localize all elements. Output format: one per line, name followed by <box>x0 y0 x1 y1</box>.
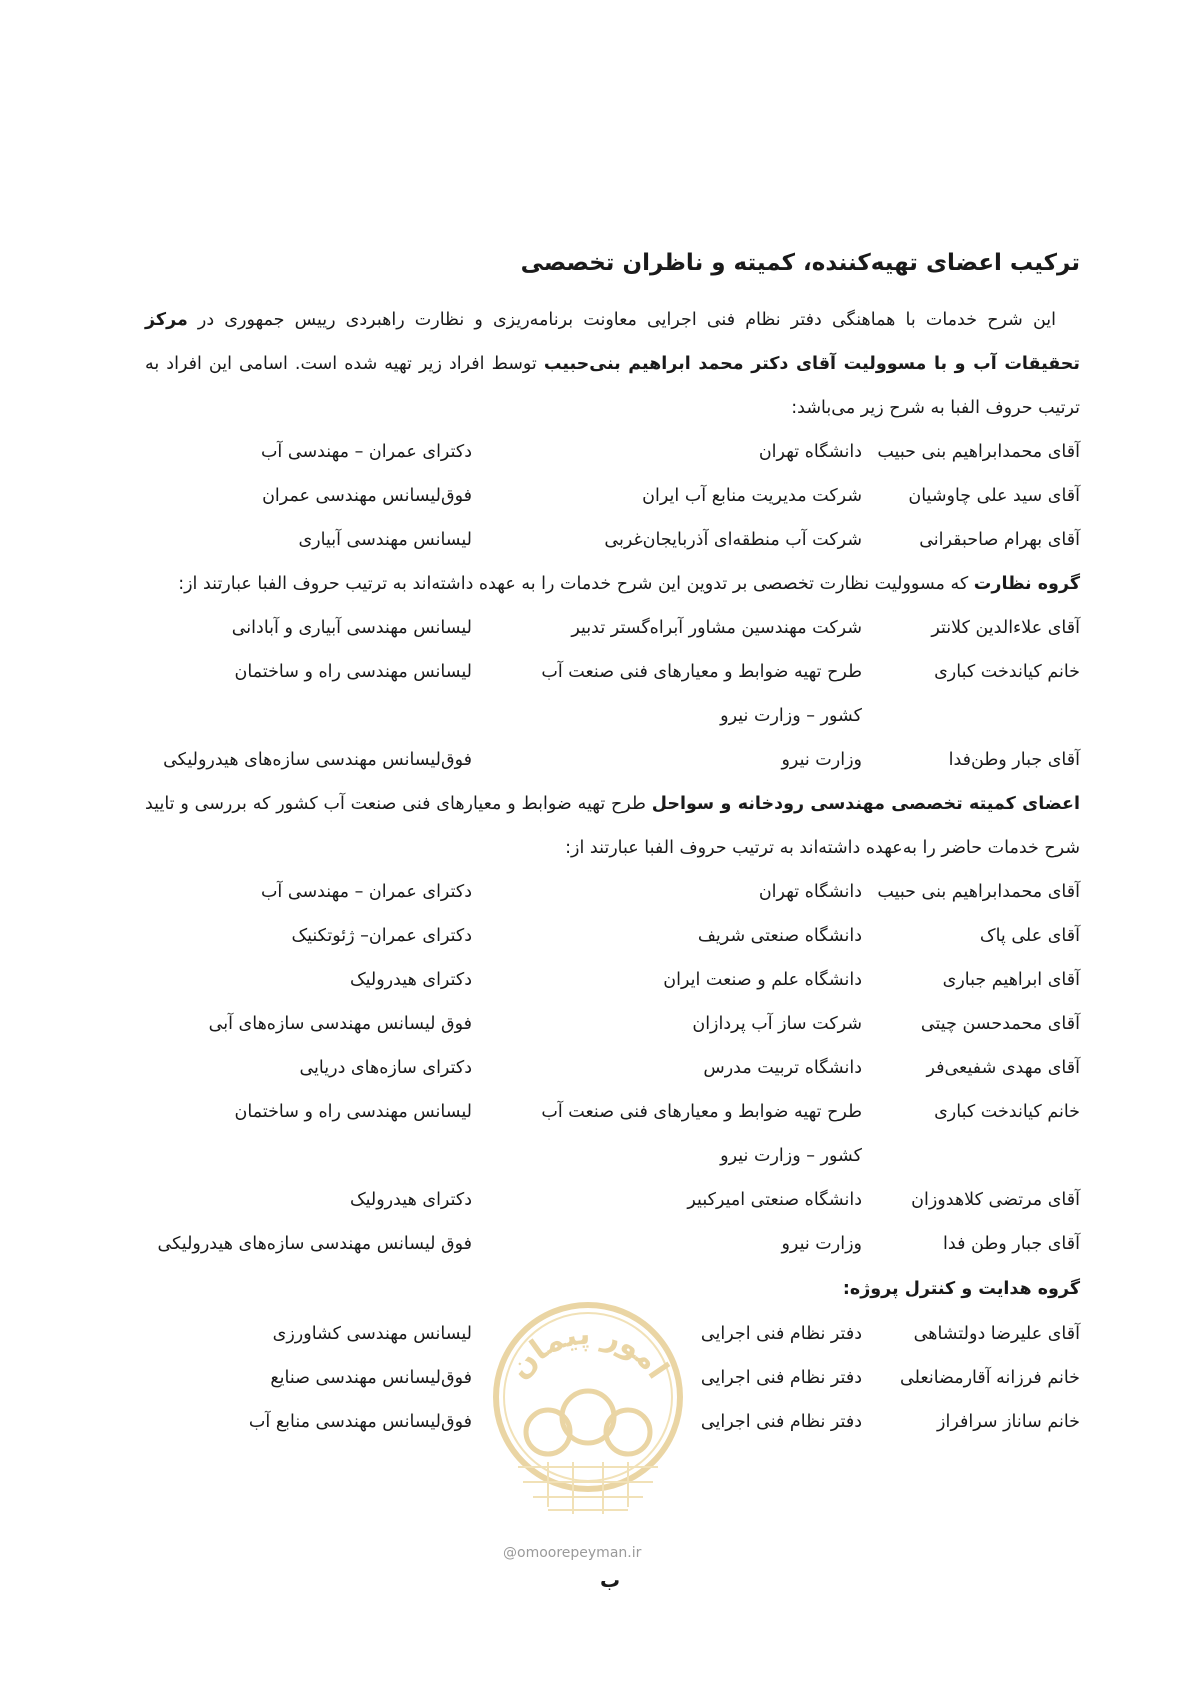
member-degree: دکترای عمران – مهندسی آب <box>260 882 472 902</box>
intro-text-2: توسط افراد زیر تهیه شده است. اسامی این افراد به ترتیب حروف الفبا به شرح زیر می‌باشد: <box>145 354 1080 418</box>
member-degree: لیسانس مهندسی آبیاری و آبادانی <box>231 618 472 638</box>
member-org: دفتر نظام فنی اجرایی <box>700 1324 862 1344</box>
member-degree: فوق‌لیسانس مهندسی منابع آب <box>248 1412 472 1432</box>
watermark-logo-text: امور پیمان <box>501 1316 676 1386</box>
member-name: خانم کیاندخت کباری <box>934 662 1080 682</box>
member-name: آقای ابراهیم جباری <box>942 970 1080 990</box>
page-title: ترکیب اعضای تهیه‌کننده، کمیته و ناظران تخصصی <box>520 250 1080 276</box>
member-org: دانشگاه صنعتی شریف <box>697 926 862 946</box>
member-org: دفتر نظام فنی اجرایی <box>700 1368 862 1388</box>
member-org: دفتر نظام فنی اجرایی <box>700 1412 862 1432</box>
list-item <box>145 870 1080 914</box>
member-org-continued: کشور – وزارت نیرو <box>720 706 862 726</box>
list-item <box>145 430 1080 474</box>
document-content <box>145 246 1080 1444</box>
member-degree: دکترای هیدرولیک <box>349 970 472 990</box>
member-org: شرکت مدیریت منابع آب ایران <box>642 486 862 506</box>
member-org-block <box>472 1090 862 1178</box>
list-item <box>145 474 1080 518</box>
member-name: آقای علی پاک <box>979 926 1080 946</box>
member-degree: فوق‌لیسانس مهندسی سازه‌های هیدرولیکی <box>163 750 472 770</box>
watermark-url: @omoorepeyman.ir <box>503 1545 642 1561</box>
supervision-bold: گروه نظارت <box>973 574 1080 594</box>
member-name: آقای محمدحسن چیتی <box>920 1014 1080 1034</box>
member-name: آقای مرتضی کلاهدوزان <box>911 1190 1080 1210</box>
member-org: شرکت ساز آب پردازان <box>692 1014 862 1034</box>
member-org: وزارت نیرو <box>781 1234 862 1254</box>
committee-text: طرح تهیه ضوابط و معیارهای فنی صنعت آب کشور که بررسی و تایید شرح خدمات حاضر را به‌عهده داشته‌اند به ترتیب حروف الفبا عبارتند از: <box>145 794 1080 858</box>
member-org: طرح تهیه ضوابط و معیارهای فنی صنعت آب <box>541 662 862 682</box>
intro-text-1: این شرح خدمات با هماهنگی دفتر نظام فنی اجرایی معاونت برنامه‌ریزی و نظارت راهبردی رییس جمهوری در <box>187 310 1056 330</box>
list-item <box>145 914 1080 958</box>
supervision-intro <box>145 562 1080 606</box>
member-name: خانم فرزانه آقارمضانعلی <box>900 1368 1080 1388</box>
member-name: آقای جبار وطن‌فدا <box>948 750 1080 770</box>
member-degree: لیسانس مهندسی آبیاری <box>298 530 472 550</box>
member-degree: دکترای سازه‌های دریایی <box>299 1058 472 1078</box>
member-org: دانشگاه تهران <box>758 882 862 902</box>
list-item <box>145 1178 1080 1222</box>
member-name: خانم کیاندخت کباری <box>934 1102 1080 1122</box>
member-org: دانشگاه تهران <box>758 442 862 462</box>
list-item <box>145 1046 1080 1090</box>
list-item <box>145 1002 1080 1046</box>
list-item <box>145 1090 1080 1178</box>
member-degree: لیسانس مهندسی کشاورزی <box>272 1324 472 1344</box>
member-org: شرکت آب منطقه‌ای آذربایجان‌غربی <box>604 530 862 550</box>
member-degree: دکترای عمران – مهندسی آب <box>260 442 472 462</box>
committee-list <box>145 870 1080 1266</box>
member-org-continued: کشور – وزارت نیرو <box>720 1146 862 1166</box>
member-degree: فوق‌لیسانس مهندسی صنایع <box>270 1368 472 1388</box>
member-name: خانم ساناز سرافراز <box>937 1412 1080 1432</box>
page-number: ب <box>600 1568 621 1592</box>
member-name: آقای مهدی شفیعی‌فر <box>926 1058 1080 1078</box>
intro-paragraph <box>145 298 1080 430</box>
member-name: آقای جبار وطن فدا <box>943 1234 1080 1254</box>
list-item <box>145 518 1080 562</box>
watermark-logo <box>488 1282 688 1542</box>
intro-bold: مرکز تحقیقات آب و با مسوولیت آقای دکتر محمد ابراهیم بنی‌حبیب <box>145 310 1080 374</box>
member-name: آقای محمدابراهیم بنی حبیب <box>877 882 1080 902</box>
member-org: دانشگاه صنعتی امیرکبیر <box>687 1190 862 1210</box>
preparers-list <box>145 430 1080 562</box>
member-org: وزارت نیرو <box>781 750 862 770</box>
list-item <box>145 958 1080 1002</box>
member-name: آقای سید علی چاوشیان <box>908 486 1080 506</box>
list-item <box>145 1222 1080 1266</box>
member-degree: لیسانس مهندسی راه و ساختمان <box>234 1102 472 1122</box>
member-degree: لیسانس مهندسی راه و ساختمان <box>234 662 472 682</box>
member-name: آقای بهرام صاحبقرانی <box>919 530 1080 550</box>
member-name: آقای علاءالدین کلانتر <box>931 618 1080 638</box>
member-name: آقای محمدابراهیم بنی حبیب <box>877 442 1080 462</box>
list-item <box>145 738 1080 782</box>
list-item <box>145 606 1080 650</box>
member-org-block <box>472 650 862 738</box>
member-degree: فوق لیسانس مهندسی سازه‌های هیدرولیکی <box>157 1234 472 1254</box>
list-item <box>145 650 1080 738</box>
member-degree: فوق لیسانس مهندسی سازه‌های آبی <box>208 1014 472 1034</box>
supervision-text: که مسوولیت نظارت تخصصی بر تدوین این شرح خدمات را به عهده داشته‌اند به ترتیب حروف الفبا عبارتند از: <box>178 574 974 594</box>
member-org: طرح تهیه ضوابط و معیارهای فنی صنعت آب <box>541 1102 862 1122</box>
member-name: آقای علیرضا دولتشاهی <box>913 1324 1080 1344</box>
member-org: دانشگاه علم و صنعت ایران <box>663 970 862 990</box>
committee-bold: اعضای کمیته تخصصی مهندسی رودخانه و سواحل <box>651 794 1080 814</box>
member-degree: دکترای عمران– ژئوتکنیک <box>291 926 472 946</box>
committee-intro <box>145 782 1080 870</box>
member-degree: دکترای هیدرولیک <box>349 1190 472 1210</box>
supervision-list <box>145 606 1080 782</box>
member-degree: فوق‌لیسانس مهندسی عمران <box>262 486 472 506</box>
member-org: شرکت مهندسین مشاور آبراه‌گستر تدبیر <box>571 618 862 638</box>
control-heading: گروه هدایت و کنترل پروژه: <box>842 1279 1080 1299</box>
member-org: دانشگاه تربیت مدرس <box>703 1058 862 1078</box>
